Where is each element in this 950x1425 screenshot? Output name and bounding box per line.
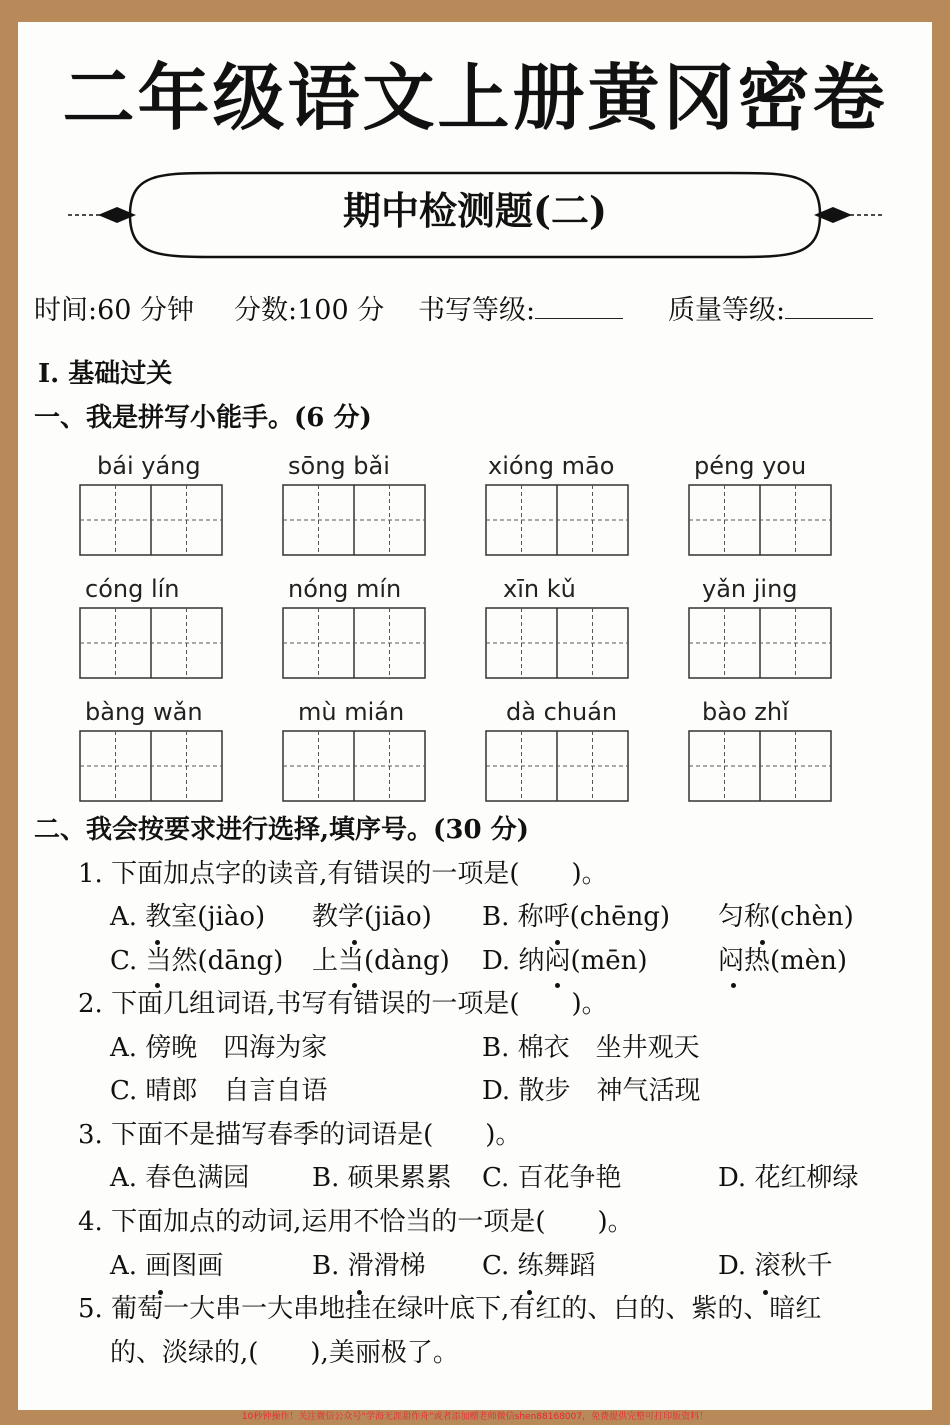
writing-grade-label: 书写等级: [418,288,535,327]
quality-grade-label: 质量等级: [668,288,785,327]
exam-title: 二年级语文上册黄冈密卷 [62,56,888,140]
pinyin-label: bào zhǐ [702,698,789,726]
option[interactable]: A. 教室(jiào) [110,902,266,932]
footer-note: 10秒钟操作！关注微信公众号“学海无涯甜作舟”或者添加赠老师微信shen88168007，免费提供完整可打印版资料！ [241,1412,709,1422]
option: 教学(jiāo) [312,902,432,932]
writing-box[interactable] [79,730,223,802]
option: 上当(dàng) [312,946,450,976]
pinyin-label: xīn kǔ [503,575,576,603]
q2-5-stem-line1: 5. 葡萄一大串一大串地挂在绿叶底下,有红的、白的、紫的、暗红 [78,1294,822,1324]
time-limit: 时间:60 分钟 [34,295,195,326]
writing-box[interactable] [485,484,629,556]
option[interactable]: C. 练舞蹈 [482,1251,596,1281]
pinyin-label: nóng mín [288,575,402,603]
option[interactable]: D. 散步 神气活现 [482,1076,701,1106]
pinyin-label: xióng māo [488,452,615,480]
pinyin-label: sōng bǎi [288,452,390,480]
pinyin-label: péng you [694,452,807,480]
option[interactable]: B. 硕果累累 [312,1163,452,1193]
pinyin-label: bàng wǎn [85,698,203,726]
option[interactable]: A. 春色满园 [110,1163,250,1193]
pinyin-label: dà chuán [506,698,618,726]
writing-box[interactable] [282,484,426,556]
q2-3-stem: 3. 下面不是描写春季的词语是( )。 [78,1120,522,1150]
option[interactable]: A. 傍晚 四海为家 [110,1033,328,1063]
exam-subtitle: 期中检测题(二) [343,188,607,233]
writing-box[interactable] [688,484,832,556]
writing-box[interactable] [485,730,629,802]
option[interactable]: A. 画图画 [110,1251,224,1281]
emphasis-dot [555,940,560,945]
q2-4-stem: 4. 下面加点的动词,运用不恰当的一项是( )。 [78,1207,634,1237]
q2-2-stem: 2. 下面几组词语,书写有错误的一项是( )。 [78,989,608,1019]
question-1-title: 一、我是拼写小能手。(6 分) [34,403,372,433]
total-score: 分数:100 分 [234,295,385,326]
emphasis-dot [352,940,357,945]
writing-box[interactable] [485,607,629,679]
option[interactable]: C. 晴郎 自言自语 [110,1076,328,1106]
option[interactable]: B. 滑滑梯 [312,1251,426,1281]
question-2-title: 二、我会按要求进行选择,填序号。(30 分) [34,815,529,845]
option[interactable]: B. 棉衣 坐井观天 [482,1033,700,1063]
writing-box[interactable] [282,730,426,802]
emphasis-dot [731,983,736,988]
emphasis-dot [760,940,765,945]
pinyin-label: bái yáng [97,452,201,480]
writing-box[interactable] [79,484,223,556]
option[interactable]: D. 滚秋千 [718,1251,833,1281]
quality-grade-field[interactable] [785,288,873,319]
pinyin-label: cóng lín [85,575,180,603]
option: 匀称(chèn) [718,902,854,932]
writing-grade-field[interactable] [535,288,623,319]
option[interactable]: C. 当然(dāng) [110,946,284,976]
emphasis-dot [555,983,560,988]
option[interactable]: D. 花红柳绿 [718,1163,859,1193]
writing-box[interactable] [688,607,832,679]
emphasis-dot [352,983,357,988]
pinyin-label: mù mián [298,698,405,726]
option: 闷热(mèn) [718,946,848,976]
section-heading: Ⅰ. 基础过关 [38,359,173,389]
pinyin-label: yǎn jing [702,575,798,603]
emphasis-dot [155,940,160,945]
q2-1-stem: 1. 下面加点字的读音,有错误的一项是( )。 [78,859,608,889]
option[interactable]: D. 纳闷(mēn) [482,946,648,976]
writing-box[interactable] [282,607,426,679]
writing-box[interactable] [688,730,832,802]
option[interactable]: B. 称呼(chēng) [482,902,671,932]
emphasis-dot [155,983,160,988]
q2-5-stem-line2: 的、淡绿的,( ),美丽极了。 [110,1338,459,1368]
writing-box[interactable] [79,607,223,679]
option[interactable]: C. 百花争艳 [482,1163,622,1193]
